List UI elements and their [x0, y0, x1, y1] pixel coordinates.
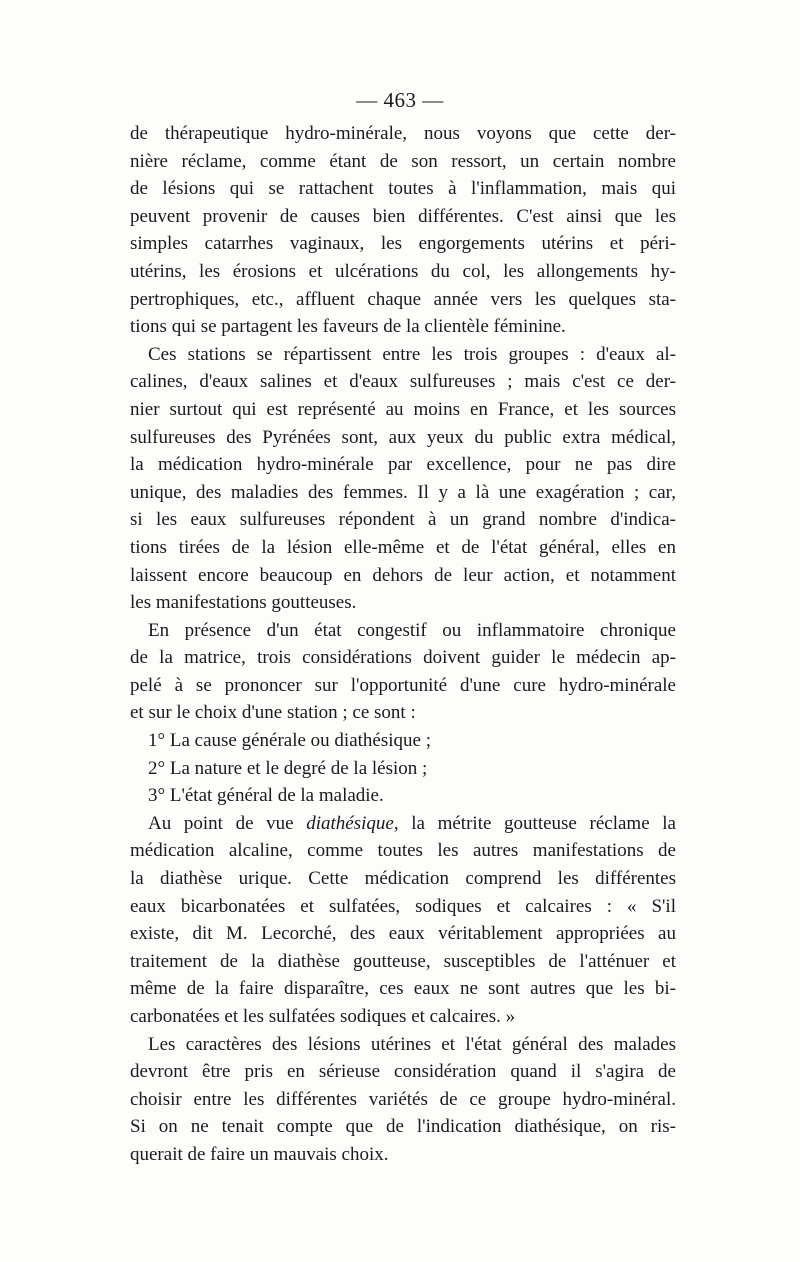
text-line: peuvent provenir de causes bien différentes. C'est ainsi que les	[130, 205, 676, 227]
text-line: En présence d'un état congestif ou inflammatoire chronique	[148, 619, 676, 641]
text-line: carbonatées et les sulfatées sodiques et calcaires. »	[130, 1006, 516, 1027]
text-line: calines, d'eaux salines et d'eaux sulfureuses ; mais c'est ce der-	[130, 371, 676, 393]
text-line: Au point de vue diathésique, la métrite goutteuse réclame la	[148, 812, 676, 834]
text-line: même de la faire disparaître, ces eaux ne sont autres que les bi-	[130, 978, 676, 1000]
text-line: tions qui se partagent les faveurs de la clientèle féminine.	[130, 316, 566, 338]
text-line: simples catarrhes vaginaux, les engorgements utérins et péri-	[130, 233, 676, 255]
text-line: de la matrice, trois considérations doivent guider le médecin ap-	[130, 647, 676, 669]
emphasized-word: diathésique	[306, 812, 394, 834]
text-line: tions tirées de la lésion elle-même et de l'état général, elles en	[130, 536, 676, 558]
text-line: médication alcaline, comme toutes les autres manifestations de	[130, 840, 676, 862]
text-line: unique, des maladies des femmes. Il y a là une exagération ; car,	[130, 481, 676, 503]
list-item: 2° La nature et le degré de la lésion ;	[148, 757, 428, 779]
list-item: 3° L'état général de la maladie.	[148, 785, 384, 807]
text-line: devront être pris en sérieuse considération quand il s'agira de	[130, 1061, 676, 1083]
text-line: nier surtout qui est représenté au moins en France, et les sources	[130, 398, 676, 420]
text-line: Si on ne tenait compte que de l'indication diathésique, on ris-	[130, 1116, 676, 1138]
text-line: choisir entre les différentes variétés de ce groupe hydro-minéral.	[130, 1088, 676, 1110]
text-line: querait de faire un mauvais choix.	[130, 1143, 389, 1165]
list-item: 1° La cause générale ou diathésique ;	[148, 730, 431, 752]
text-line: pertrophiques, etc., affluent chaque année vers les quelques sta-	[130, 288, 676, 310]
text-line: la diathèse urique. Cette médication comprend les différentes	[130, 868, 676, 890]
text-line: sulfureuses des Pyrénées sont, aux yeux du public extra médical,	[130, 426, 676, 448]
text-line: de lésions qui se rattachent toutes à l'inflammation, mais qui	[130, 178, 676, 200]
text-line: existe, dit M. Lecorché, des eaux véritablement appropriées au	[130, 923, 676, 945]
page-number: — 463 —	[356, 88, 444, 112]
text-line: utérins, les érosions et ulcérations du col, les allongements hy-	[130, 260, 676, 282]
text-line: eaux bicarbonatées et sulfatées, sodiques et calcaires : « S'il	[130, 895, 676, 917]
text-line: traitement de la diathèse goutteuse, susceptibles de l'atténuer et	[130, 950, 676, 972]
text-line: Ces stations se répartissent entre les trois groupes : d'eaux al-	[148, 343, 676, 365]
text-line: nière réclame, comme étant de son ressort, un certain nombre	[130, 150, 676, 172]
body-text	[130, 120, 676, 1169]
text-line: Les caractères des lésions utérines et l'état général des malades	[148, 1033, 676, 1055]
text-line: laissent encore beaucoup en dehors de leur action, et notamment	[130, 564, 676, 586]
text-line: de thérapeutique hydro-minérale, nous voyons que cette der-	[130, 123, 676, 144]
text-line: et sur le choix d'une station ; ce sont :	[130, 702, 416, 724]
text-line: les manifestations goutteuses.	[130, 592, 357, 614]
text-line: si les eaux sulfureuses répondent à un grand nombre d'indica-	[130, 509, 676, 531]
text-line: la médication hydro-minérale par excellence, pour ne pas dire	[130, 454, 676, 476]
text-line: pelé à se prononcer sur l'opportunité d'une cure hydro-minérale	[130, 674, 676, 696]
